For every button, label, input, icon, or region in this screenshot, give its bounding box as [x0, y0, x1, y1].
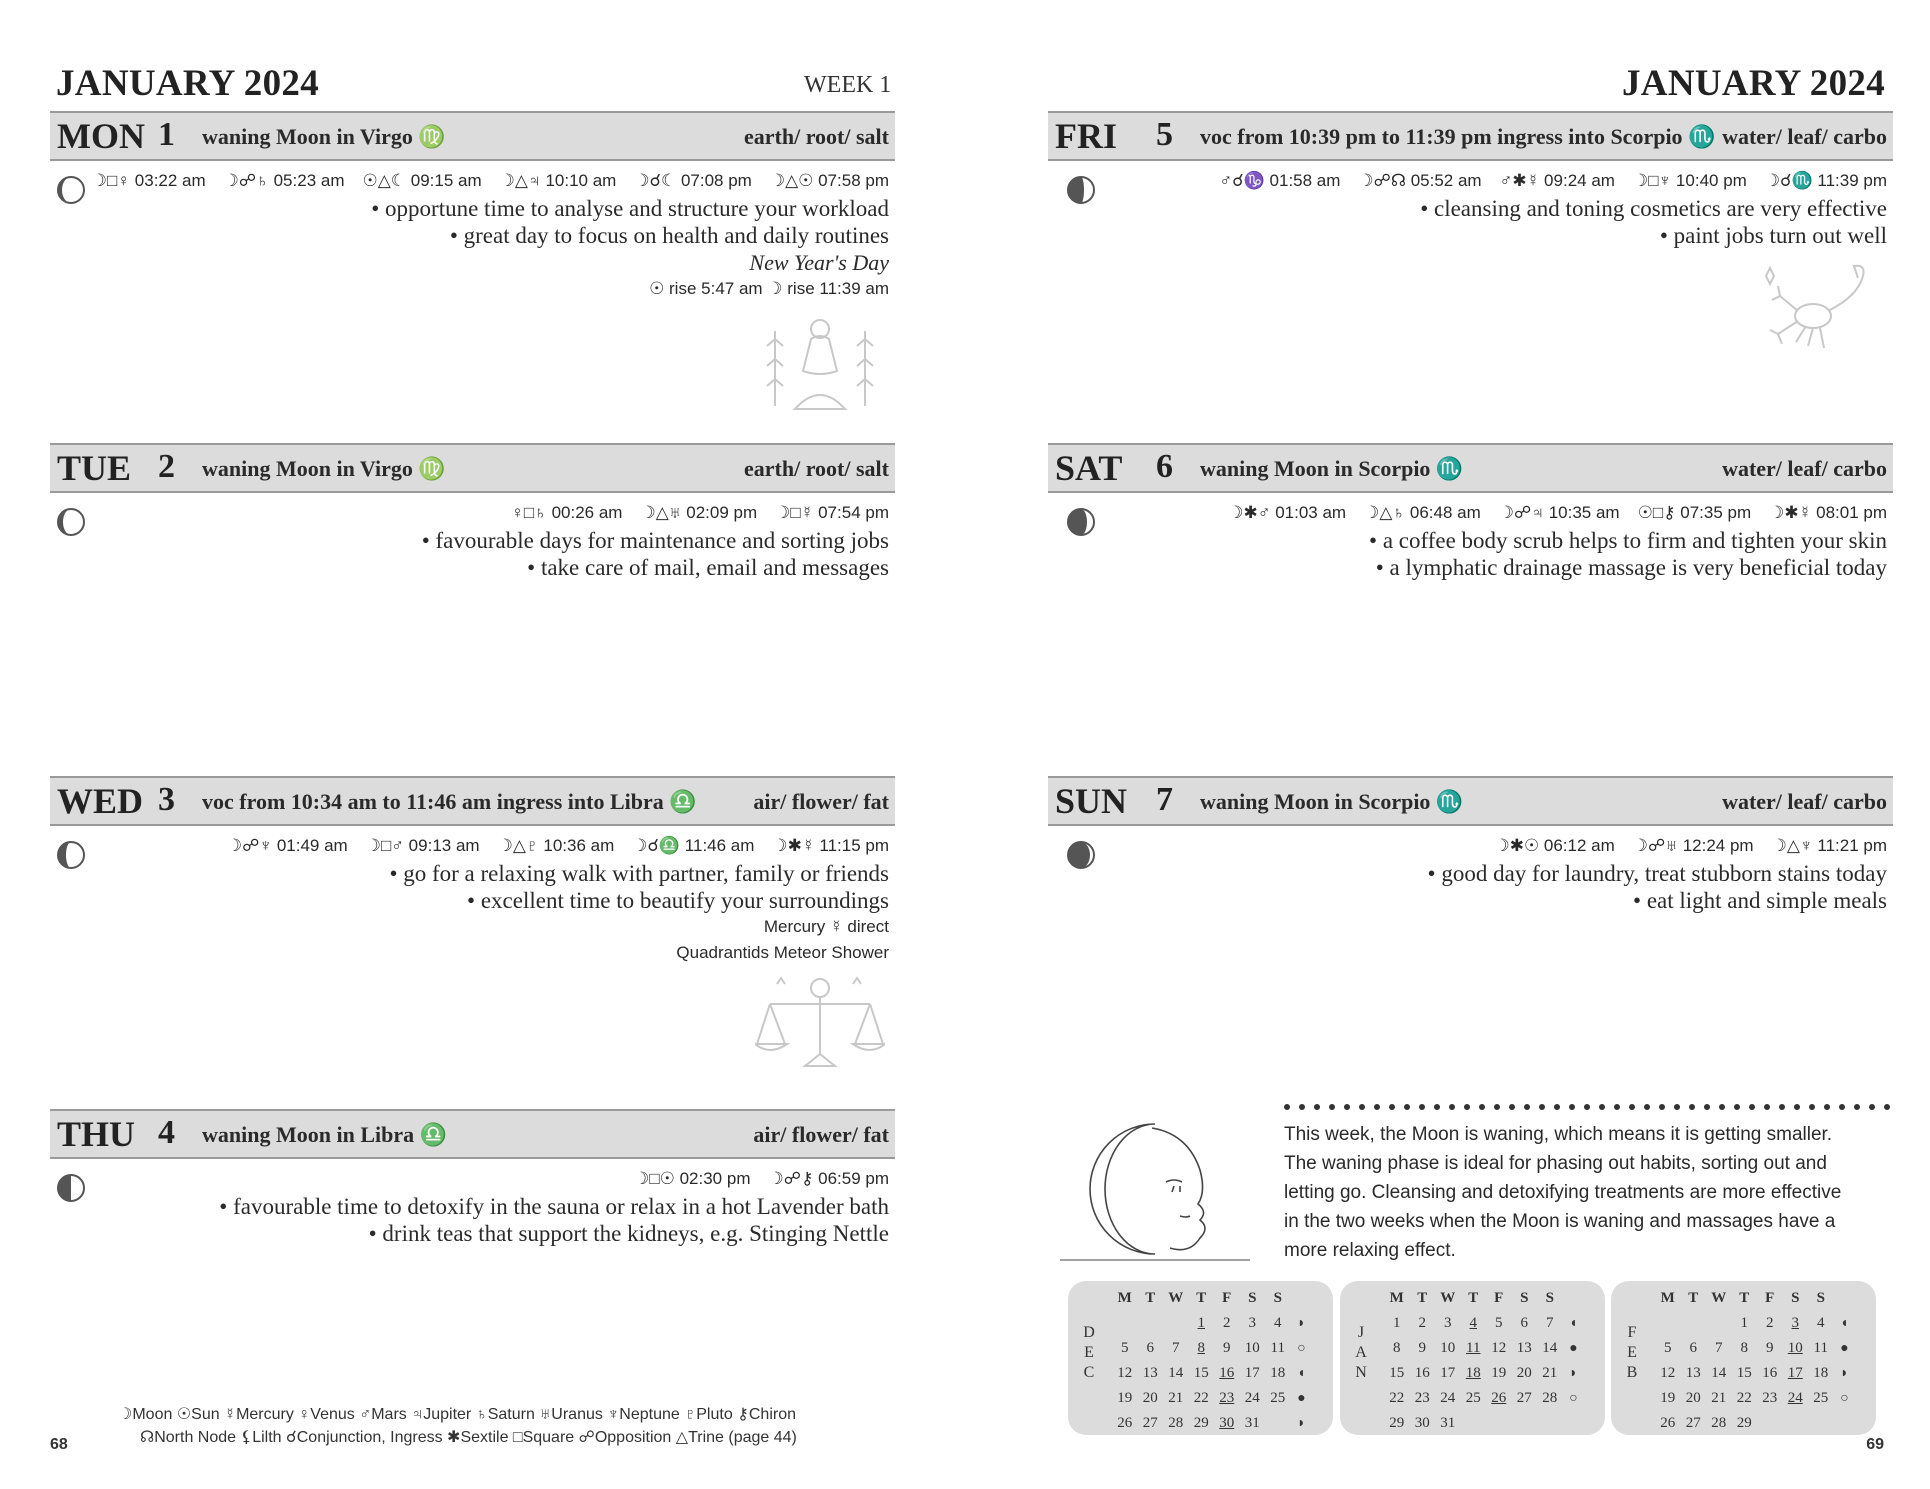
aspects-line [1201, 171, 1887, 191]
calendar-week-row [1655, 1386, 1856, 1411]
calendar-day: 10 [1244, 1340, 1260, 1356]
weekday-label: T [1688, 1290, 1699, 1306]
moon-description: waning Moon in Scorpio ♏ [1200, 789, 1464, 814]
week-text-line: This week, the Moon is waning, which means it is getting smaller. [1284, 1124, 1833, 1145]
calendar-week-row [1655, 1361, 1856, 1386]
calendar-day: 14 [1542, 1340, 1558, 1356]
calendar-day: 12 [1117, 1365, 1133, 1381]
calendar-grid [1384, 1286, 1585, 1436]
calendar-day: 31 [1244, 1415, 1260, 1431]
elements-label: air/ flower/ fat [753, 1122, 889, 1147]
aspect: ☽□♂ 09:13 am [365, 836, 480, 855]
weekday-label: M [1389, 1290, 1404, 1306]
elements-label: earth/ root/ salt [743, 456, 889, 481]
tips [371, 195, 889, 302]
tip: • drink teas that support the kidneys, e.g. Stinging Nettle [368, 1221, 889, 1246]
day-name: TUE [57, 448, 132, 488]
calendar-week-row [1384, 1311, 1585, 1336]
tips [389, 860, 889, 966]
calendar-day: 1 [1393, 1315, 1401, 1331]
legend-line-1: ☽Moon ☉Sun ☿Mercury ♀Venus ♂Mars ♃Jupiter ♄Saturn ♅Uranus ♆Neptune ♇Pluto ⚷Chiron [118, 1406, 797, 1423]
tip: • good day for laundry, treat stubborn stains today [1427, 861, 1887, 886]
dotted-divider [1283, 1103, 1893, 1111]
aspects-line [74, 171, 889, 191]
tips [1420, 195, 1887, 249]
aspect: ♂✱☿ 09:24 am [1499, 171, 1615, 190]
calendar-day: 9 [1223, 1340, 1231, 1356]
calendar-day: 20 [1685, 1390, 1701, 1406]
calendar-day: 22 [1193, 1390, 1209, 1406]
calendar-day: 14 [1711, 1365, 1727, 1381]
elements-label: water/ leaf/ carbo [1722, 789, 1887, 814]
calendar-day: 24 [1244, 1390, 1260, 1406]
calendar-day: 15 [1193, 1365, 1209, 1381]
day-sun [1048, 776, 1893, 913]
moon-description: waning Moon in Virgo ♍ [202, 456, 446, 481]
moon-description: waning Moon in Virgo ♍ [202, 124, 446, 149]
week-description [1284, 1120, 1894, 1265]
moon-description: waning Moon in Libra ♎ [202, 1122, 447, 1147]
calendar-day: 14 [1168, 1365, 1184, 1381]
moon-face-icon [1060, 1120, 1250, 1270]
calendar-month-label: F E B [1626, 1324, 1638, 1381]
calendar-day: 17 [1787, 1365, 1803, 1381]
weekday-label: S [1273, 1290, 1282, 1306]
calendar-day: 21 [1168, 1390, 1184, 1406]
weekday-label: T [1739, 1290, 1750, 1306]
tips [219, 1193, 889, 1247]
weekday-label: S [1520, 1290, 1529, 1306]
calendar-day: 2 [1418, 1315, 1426, 1331]
calendar-day: 2 [1223, 1315, 1231, 1331]
moon-phase-marker: ◖ [1297, 1365, 1306, 1381]
calendar-day: 7 [1172, 1340, 1180, 1356]
calendar-weekday-header [1655, 1286, 1856, 1311]
tip: • cleansing and toning cosmetics are very effective [1420, 196, 1887, 221]
calendar-week-row [1112, 1361, 1313, 1386]
calendar-day: 6 [1520, 1315, 1528, 1331]
day-name: THU [57, 1114, 136, 1154]
weekday-label: S [1816, 1290, 1825, 1306]
calendar-day: 28 [1168, 1415, 1184, 1431]
weekday-label: F [1222, 1290, 1232, 1306]
weekday-label: T [1196, 1290, 1207, 1306]
elements-label: air/ flower/ fat [753, 789, 889, 814]
right-page-title: JANUARY 2024 [1622, 63, 1885, 104]
aspect: ☽☌♎ 11:46 am [632, 836, 755, 855]
left-page-title: JANUARY 2024 [56, 63, 319, 104]
calendar-day: 6 [1146, 1340, 1154, 1356]
calendar-day: 12 [1491, 1340, 1507, 1356]
day-wed [50, 776, 895, 962]
moon-description: voc from 10:34 am to 11:46 am ingress into Libra ♎ [202, 789, 697, 814]
aspect: ♀□♄ 00:26 am [511, 503, 623, 522]
calendar-day: 12 [1660, 1365, 1676, 1381]
moon-phase-icon [56, 1173, 86, 1203]
calendar-day: 3 [1791, 1315, 1799, 1331]
holiday-note: New Year's Day [749, 250, 889, 275]
calendar-day: 27 [1516, 1390, 1532, 1406]
day-number: 5 [1156, 116, 1173, 153]
calendar-day: 16 [1414, 1365, 1430, 1381]
moon-phase-marker: ◖ [1840, 1315, 1849, 1331]
calendar-day: 16 [1219, 1365, 1235, 1381]
aspect: ☽☍♆ 01:49 am [226, 836, 348, 855]
calendar-day: 19 [1117, 1390, 1133, 1406]
calendar-week-row [1655, 1411, 1856, 1436]
calendar-day: 19 [1491, 1365, 1507, 1381]
day-thu [50, 1109, 895, 1246]
calendar-day: 20 [1142, 1390, 1158, 1406]
aspect: ☽□☿ 07:54 pm [775, 503, 889, 522]
calendar-day: 25 [1813, 1390, 1829, 1406]
weekday-label: M [1660, 1290, 1675, 1306]
calendar-month-label: J A N [1355, 1324, 1367, 1381]
elements-label: water/ leaf/ carbo [1722, 124, 1887, 149]
moon-phase-marker: ○ [1297, 1340, 1306, 1356]
calendar-day: 16 [1762, 1365, 1778, 1381]
calendar-day: 2 [1766, 1315, 1774, 1331]
tip: • a lymphatic drainage massage is very beneficial today [1375, 555, 1887, 580]
legend-line-2: ☊North Node ⚸Lilth ☌Conjunction, Ingress ✱Sextile □Square ☍Opposition △Trine (page 44) [140, 1429, 797, 1446]
calendar-day: 30 [1414, 1415, 1430, 1431]
calendar-day: 17 [1244, 1365, 1260, 1381]
aspect: ☽✱☿ 11:15 pm [772, 836, 889, 855]
calendar-week-row [1655, 1311, 1856, 1336]
aspect: ☽☍♅ 12:24 pm [1632, 836, 1754, 855]
calendar-day: 17 [1440, 1365, 1456, 1381]
tip: • great day to focus on health and daily routines [449, 223, 889, 248]
calendar-day: 26 [1491, 1390, 1507, 1406]
week-text-line: letting go. Cleansing and detoxifying treatments are more effective [1284, 1182, 1842, 1203]
tip: • eat light and simple meals [1633, 888, 1887, 913]
rise-times: ☉ rise 5:47 am ☽ rise 11:39 am [649, 279, 889, 298]
elements-label: earth/ root/ salt [743, 124, 889, 149]
aspect: ☽☍⚷ 06:59 pm [768, 1169, 889, 1188]
mini-calendar-dec [1068, 1281, 1333, 1435]
elements-label: water/ leaf/ carbo [1722, 456, 1887, 481]
calendar-day: 23 [1219, 1390, 1235, 1406]
calendar-day: 4 [1469, 1315, 1477, 1331]
day-header [1048, 111, 1893, 161]
aspect: ☽△♃ 10:10 am [499, 171, 617, 190]
calendar-day: 21 [1711, 1390, 1727, 1406]
day-name: WED [57, 781, 144, 821]
tip: • paint jobs turn out well [1659, 223, 1887, 248]
calendar-day: 23 [1414, 1390, 1430, 1406]
calendar-day: 10 [1787, 1340, 1803, 1356]
moon-phase-icon [56, 840, 86, 870]
calendar-day: 7 [1546, 1315, 1554, 1331]
calendar-week-row [1384, 1386, 1585, 1411]
weekday-label: T [1417, 1290, 1428, 1306]
moon-phase-marker: ◗ [1297, 1415, 1306, 1431]
moon-phase-marker: ● [1840, 1340, 1849, 1356]
moon-phase-marker: ● [1297, 1390, 1306, 1406]
week-text-line: in the two weeks when the Moon is waning and massages have a [1284, 1211, 1836, 1232]
aspects-line [1210, 503, 1887, 523]
moon-description: waning Moon in Scorpio ♏ [1200, 456, 1464, 481]
calendar-day: 24 [1787, 1390, 1803, 1406]
calendar-day: 28 [1711, 1415, 1727, 1431]
weekday-label: S [1791, 1290, 1800, 1306]
tips [422, 527, 889, 581]
weekday-label: W [1711, 1290, 1727, 1306]
moon-phase-marker: ● [1569, 1340, 1578, 1356]
moon-phase-marker: ◗ [1297, 1315, 1306, 1331]
calendar-day: 24 [1440, 1390, 1456, 1406]
moon-phase-icon [56, 507, 86, 537]
right-page-number: 69 [1866, 1436, 1884, 1453]
moon-phase-marker: ◗ [1840, 1365, 1849, 1381]
tip: • take care of mail, email and messages [527, 555, 889, 580]
moon-phase-marker: ○ [1569, 1390, 1578, 1406]
mini-calendar-jan [1340, 1281, 1605, 1435]
aspect: ☽☍☊ 05:52 am [1358, 171, 1482, 190]
weekday-label: W [1168, 1290, 1184, 1306]
moon-phase-marker: ◗ [1569, 1365, 1578, 1381]
calendar-day: 8 [1393, 1340, 1401, 1356]
scorpio-icon [1758, 256, 1888, 356]
day-number: 4 [158, 1114, 175, 1151]
day-name: FRI [1055, 116, 1117, 156]
calendar-day: 22 [1389, 1390, 1405, 1406]
calendar-day: 20 [1516, 1365, 1532, 1381]
calendar-day: 4 [1274, 1315, 1282, 1331]
event-note: Quadrantids Meteor Shower [676, 943, 889, 962]
calendar-day: 26 [1117, 1415, 1133, 1431]
week-text-line: more relaxing effect. [1284, 1240, 1456, 1261]
weekday-label: S [1248, 1290, 1257, 1306]
calendar-day: 26 [1660, 1415, 1676, 1431]
day-number: 7 [1156, 781, 1173, 818]
aspect: ☽□♆ 10:40 pm [1632, 171, 1747, 190]
calendar-day: 15 [1736, 1365, 1752, 1381]
calendar-day: 11 [1270, 1340, 1285, 1356]
mini-calendar-feb [1611, 1281, 1876, 1435]
calendar-day: 7 [1715, 1340, 1723, 1356]
weekday-label: F [1765, 1290, 1775, 1306]
aspect: ☉△☾ 09:15 am [362, 171, 482, 190]
calendar-day: 6 [1689, 1340, 1697, 1356]
calendar-day: 29 [1736, 1415, 1752, 1431]
weekday-label: S [1545, 1290, 1554, 1306]
aspect: ☽☌♏ 11:39 pm [1764, 171, 1887, 190]
aspect: ☽□♀ 03:22 am [91, 171, 206, 190]
calendar-day: 19 [1660, 1390, 1676, 1406]
calendar-day: 5 [1495, 1315, 1503, 1331]
calendar-weekday-header [1112, 1286, 1313, 1311]
aspect: ☽△♄ 06:48 am [1364, 503, 1481, 522]
calendar-day: 27 [1142, 1415, 1158, 1431]
moon-phase-marker: ◖ [1569, 1315, 1578, 1331]
aspect: ☽△☉ 07:58 pm [769, 171, 889, 190]
tip: • excellent time to beautify your surroundings [467, 888, 889, 913]
day-number: 1 [158, 116, 175, 153]
calendar-day: 28 [1542, 1390, 1558, 1406]
calendar-week-row [1384, 1411, 1585, 1436]
calendar-week-row [1384, 1361, 1585, 1386]
calendar-day: 18 [1813, 1365, 1829, 1381]
aspect: ☽✱♂ 01:03 am [1228, 503, 1347, 522]
calendar-day: 18 [1465, 1365, 1481, 1381]
day-name: SUN [1055, 781, 1128, 821]
weekday-label: T [1145, 1290, 1156, 1306]
week-text-line: The waning phase is ideal for phasing out habits, sorting out and [1284, 1153, 1827, 1174]
calendar-day: 29 [1193, 1415, 1209, 1431]
libra-icon [755, 974, 885, 1074]
tips [1369, 527, 1887, 581]
calendar-day: 23 [1762, 1390, 1778, 1406]
aspect: ☽☍♃ 10:35 am [1498, 503, 1620, 522]
day-number: 3 [158, 781, 175, 818]
tip: • favourable days for maintenance and sorting jobs [421, 528, 889, 553]
aspect: ☉□⚷ 07:35 pm [1637, 503, 1752, 522]
virgo-icon [755, 311, 885, 416]
moon-phase-icon [1066, 507, 1096, 537]
calendar-day: 10 [1440, 1340, 1456, 1356]
aspects-line [1476, 836, 1887, 856]
calendar-day: 15 [1389, 1365, 1405, 1381]
calendar-day: 13 [1685, 1365, 1701, 1381]
calendar-day: 13 [1142, 1365, 1158, 1381]
calendar-day: 3 [1248, 1315, 1256, 1331]
calendar-day: 25 [1270, 1390, 1286, 1406]
calendar-week-row [1112, 1386, 1313, 1411]
calendar-day: 11 [1466, 1340, 1481, 1356]
week-label: WEEK 1 [804, 72, 892, 98]
aspect: ☽☍♄ 05:23 am [223, 171, 345, 190]
aspect: ☽✱☉ 06:12 am [1494, 836, 1615, 855]
calendar-day: 13 [1516, 1340, 1532, 1356]
day-header [1048, 443, 1893, 493]
aspect: ☽✱☿ 08:01 pm [1769, 503, 1887, 522]
day-header [1048, 776, 1893, 826]
tip: • opportune time to analyse and structure your workload [371, 196, 889, 221]
aspect: ☽□☉ 02:30 pm [634, 1169, 751, 1188]
calendar-day: 29 [1389, 1415, 1405, 1431]
day-fri [1048, 111, 1893, 248]
calendar-day: 11 [1813, 1340, 1828, 1356]
moon-phase-marker: ○ [1840, 1390, 1849, 1406]
calendar-day: 18 [1270, 1365, 1286, 1381]
event-note: Mercury ☿ direct [763, 917, 889, 936]
day-sat [1048, 443, 1893, 580]
calendar-day: 21 [1542, 1365, 1558, 1381]
calendar-day: 25 [1465, 1390, 1481, 1406]
moon-phase-icon [1066, 175, 1096, 205]
tip: • go for a relaxing walk with partner, family or friends [389, 861, 889, 886]
day-header [50, 776, 895, 826]
moon-phase-icon [1066, 840, 1096, 870]
day-name: MON [57, 116, 145, 156]
calendar-grid [1112, 1286, 1313, 1436]
calendar-day: 31 [1440, 1415, 1456, 1431]
calendar-grid [1655, 1286, 1856, 1436]
aspect: ☽△♆ 11:21 pm [1771, 836, 1887, 855]
calendar-week-row [1655, 1336, 1856, 1361]
calendar-day: 5 [1121, 1340, 1129, 1356]
day-header [50, 1109, 895, 1159]
aspect: ☽△♇ 10:36 am [497, 836, 615, 855]
calendar-day: 9 [1418, 1340, 1426, 1356]
calendar-week-row [1112, 1411, 1313, 1436]
left-page-number: 68 [50, 1436, 68, 1453]
day-header [50, 111, 895, 161]
aspects-line [616, 1169, 889, 1189]
calendar-day: 8 [1197, 1340, 1205, 1356]
calendar-weekday-header [1384, 1286, 1585, 1311]
weekday-label: T [1468, 1290, 1479, 1306]
weekday-label: W [1440, 1290, 1456, 1306]
calendar-week-row [1384, 1336, 1585, 1361]
aspect: ☽△♅ 02:09 pm [640, 503, 758, 522]
weekday-label: M [1117, 1290, 1132, 1306]
weekday-label: F [1494, 1290, 1504, 1306]
calendar-day: 5 [1664, 1340, 1672, 1356]
calendar-month-label: D E C [1083, 1324, 1095, 1381]
calendar-day: 22 [1736, 1390, 1752, 1406]
calendar-day: 30 [1219, 1415, 1235, 1431]
calendar-day: 1 [1197, 1315, 1205, 1331]
calendar-day: 8 [1740, 1340, 1748, 1356]
calendar-day: 3 [1444, 1315, 1452, 1331]
calendar-day: 9 [1766, 1340, 1774, 1356]
tip: • favourable time to detoxify in the sauna or relax in a hot Lavender bath [219, 1194, 889, 1219]
calendar-day: 27 [1685, 1415, 1701, 1431]
aspect: ☽☌☾ 07:08 pm [634, 171, 752, 190]
calendar-week-row [1112, 1336, 1313, 1361]
day-number: 6 [1156, 448, 1173, 485]
day-name: SAT [1055, 448, 1123, 488]
aspect: ♂☌♑ 01:58 am [1219, 171, 1341, 190]
day-header [50, 443, 895, 493]
day-mon [50, 111, 895, 298]
day-tue [50, 443, 895, 580]
aspects-line [209, 836, 889, 856]
calendar-day: 4 [1817, 1315, 1825, 1331]
day-number: 2 [158, 448, 175, 485]
tip: • a coffee body scrub helps to firm and tighten your skin [1369, 528, 1887, 553]
tips [1428, 860, 1887, 914]
calendar-week-row [1112, 1311, 1313, 1336]
moon-description: voc from 10:39 pm to 11:39 pm ingress into Scorpio ♏ [1200, 124, 1716, 149]
calendar-day: 1 [1740, 1315, 1748, 1331]
aspects-line [493, 503, 889, 523]
